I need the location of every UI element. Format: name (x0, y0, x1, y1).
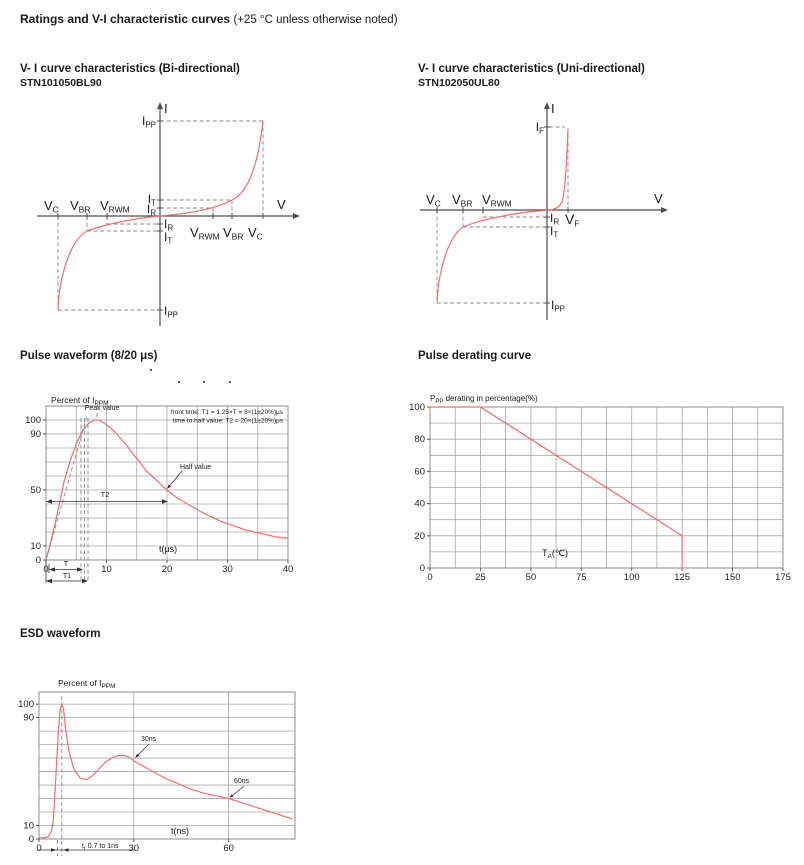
half-value-label: Half value (180, 464, 212, 471)
pulse-y-axis-title: Percent of $I_{PPM}$ (51, 395, 109, 407)
svg-text:50: 50 (30, 485, 41, 496)
label-it-lower: IT (164, 230, 173, 246)
label-vc-right: VC (248, 225, 263, 242)
label-vrwm-right: VRWM (190, 225, 220, 242)
svg-text:100: 100 (18, 699, 34, 711)
derating-chart (409, 390, 801, 590)
label-ir-lower: IR (164, 217, 174, 233)
esd-rise-time-label: $t_r$ 0.7 to 1ns (82, 843, 119, 852)
svg-text:60: 60 (414, 466, 425, 478)
svg-text:50: 50 (525, 572, 537, 583)
unidirectional-part-number: STN102050UL80 (418, 77, 500, 89)
svg-text:60: 60 (223, 843, 234, 854)
label-i-axis: I (551, 101, 555, 116)
svg-text:75: 75 (575, 572, 587, 583)
label-vc: VC (426, 192, 441, 209)
label-ipp: IPP (551, 298, 566, 314)
svg-text:0: 0 (419, 563, 425, 574)
svg-text:10: 10 (101, 564, 112, 575)
pulse-overlay (46, 395, 284, 583)
t1-right-arrow-icon (82, 579, 88, 583)
t1-label: T1 (62, 573, 72, 580)
derating-y-axis-title: $P_{PP}$ derating in percentage(%) (430, 394, 538, 405)
svg-text:0: 0 (43, 564, 49, 575)
label-ipp-top: IPP (141, 114, 156, 130)
t-right-arrow-icon (77, 567, 83, 571)
svg-text:25: 25 (475, 572, 486, 583)
svg-text:80: 80 (414, 434, 425, 446)
right-arrow-icon (293, 213, 300, 219)
esd-heading: ESD waveform (20, 628, 101, 640)
scan-artifact-dot (203, 381, 205, 383)
svg-text:90: 90 (23, 712, 34, 724)
label-it: IT (550, 224, 559, 240)
time-to-half-note: time to half value: T2 = 20×(1±20%)μs (172, 417, 283, 425)
label-ir: IR (550, 211, 560, 227)
page-title (20, 12, 398, 26)
label-i-axis: I (164, 101, 168, 116)
section-heading-bidirectional (20, 63, 240, 89)
plot-layer (409, 402, 791, 583)
svg-text:0: 0 (427, 572, 433, 583)
bidir-labels (44, 101, 286, 320)
label-ir-upper: IR (146, 202, 156, 218)
up-arrow-icon (544, 102, 550, 109)
esd-y-axis-title: Percent of $I_{PPM}$ (58, 678, 116, 690)
t1-left-arrow-icon (46, 579, 52, 583)
bidirectional-part-number: STN101050BL90 (20, 77, 102, 89)
scan-artifact-dot (178, 381, 180, 383)
label-vf: VF (565, 211, 580, 229)
scan-artifact-dot (229, 381, 231, 383)
t-label: T (63, 561, 69, 568)
unidir-vi-curve (437, 129, 568, 303)
esd-60ns-label: 60ns (234, 778, 250, 785)
label-vrwm: VRWM (482, 192, 512, 209)
svg-text:125: 125 (674, 572, 691, 583)
svg-text:40: 40 (414, 498, 425, 510)
derating-heading: Pulse derating curve (418, 350, 532, 362)
unidir-labels (426, 101, 663, 314)
unidirectional-title: V- I curve characteristics (Uni-directional) (418, 63, 645, 75)
svg-text:175: 175 (775, 572, 791, 583)
tr-left-arrow-icon (63, 848, 69, 852)
svg-text:30: 30 (222, 564, 233, 575)
pulse-x-axis-title: t(μs) (159, 544, 178, 554)
pulse-waveform-chart (25, 390, 355, 590)
label-vbr: VBR (452, 192, 473, 209)
label-vbr-left: VBR (70, 198, 91, 215)
svg-text:0: 0 (36, 843, 42, 854)
esd-30ns-label: 30ns (141, 736, 157, 743)
svg-text:100: 100 (623, 572, 640, 583)
vi-curve-bidirectional-diagram (30, 100, 330, 332)
plot-layer (18, 692, 295, 854)
esd-waveform-chart (18, 672, 358, 865)
label-vbr-right: VBR (223, 225, 244, 242)
derating-x-axis-title: $T_A(℃)$ (542, 548, 568, 560)
esd-x-axis-title: t(ns) (171, 826, 189, 836)
up-arrow-icon (157, 102, 163, 109)
unidir-axis-ticks (437, 127, 568, 303)
label-it-upper: IT (147, 192, 156, 208)
vi-curve-unidirectional-diagram (418, 100, 718, 332)
label-if: IF (535, 120, 544, 136)
t2-left-arrow-icon (46, 499, 52, 504)
svg-text:20: 20 (161, 564, 173, 575)
svg-text:100: 100 (25, 415, 41, 426)
label-v-axis: V (277, 197, 286, 212)
tr-right-arrow-icon (51, 848, 57, 852)
svg-text:100: 100 (409, 402, 425, 413)
label-v-axis: V (654, 191, 663, 206)
svg-text:30: 30 (128, 843, 140, 854)
unidir-guide-dashes (437, 127, 568, 303)
peak-value-label: Peak value (84, 405, 120, 412)
svg-text:150: 150 (724, 572, 741, 583)
svg-text:0: 0 (28, 834, 34, 845)
svg-text:10: 10 (30, 541, 41, 552)
t2-label: T2 (100, 490, 110, 499)
svg-text:40: 40 (282, 564, 294, 575)
svg-text:90: 90 (30, 429, 41, 440)
bidirectional-title: V- I curve characteristics (Bi-directional) (20, 63, 240, 75)
pulse-waveform-heading: Pulse waveform (8/20 μs) (20, 350, 158, 362)
svg-text:10: 10 (23, 820, 34, 832)
page-title-bold: Ratings and V-I characteristic curves (20, 12, 231, 26)
t-left-arrow-icon (49, 567, 55, 571)
label-vc-left: VC (44, 198, 59, 215)
section-heading-unidirectional (418, 63, 645, 89)
label-ipp-bottom: IPP (164, 304, 179, 320)
scan-artifact-dot (150, 369, 152, 371)
svg-text:0: 0 (35, 555, 41, 566)
right-arrow-icon (661, 207, 668, 213)
label-vrwm-left: VRWM (100, 198, 130, 215)
page-title-note: (+25 °C unless otherwise noted) (233, 14, 398, 26)
svg-text:20: 20 (414, 530, 425, 542)
front-time-note: front time: T1 = 1.25×T = 8×(1±20%)μs (170, 409, 283, 416)
